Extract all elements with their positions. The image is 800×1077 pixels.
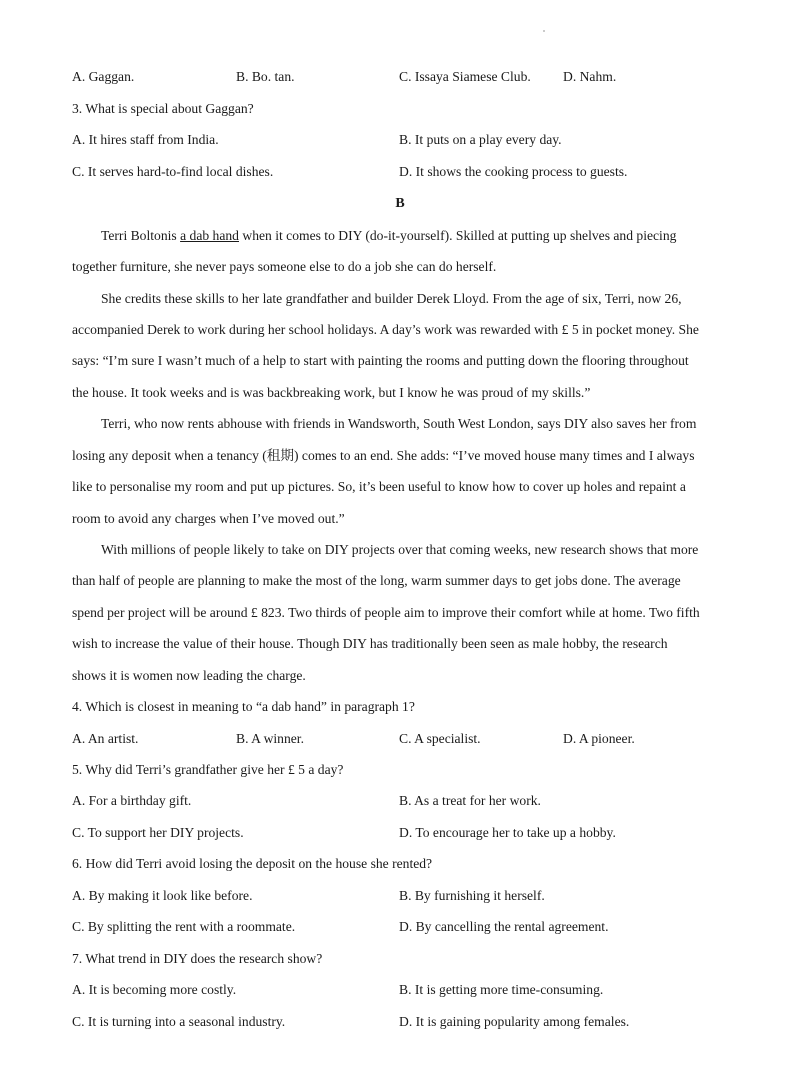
q6-option-d: D. By cancelling the rental agreement. xyxy=(399,919,609,934)
q5-option-d: D. To encourage her to take up a hobby. xyxy=(399,825,616,840)
q2-option-d: D. Nahm. xyxy=(563,69,617,84)
passage-p4-line1: With millions of people likely to take on DIY projects over that coming weeks, new research shows that more xyxy=(101,542,699,557)
q2-option-a: A. Gaggan. xyxy=(72,69,135,84)
q2-option-b: B. Bo. tan. xyxy=(236,69,295,84)
q7-option-b: B. It is getting more time-consuming. xyxy=(399,982,604,997)
q4-option-b: B. A winner. xyxy=(236,731,304,746)
passage-p1-line2: together furniture, she never pays someone else to do a job she can do herself. xyxy=(72,259,497,274)
q3-option-a: A. It hires staff from India. xyxy=(72,132,219,147)
section-heading: B xyxy=(395,196,405,211)
passage-p2-line3: says: “I’m sure I wasn’t much of a help to start with painting the rooms and putting down the flooring throughout xyxy=(72,353,689,368)
q6-option-a: A. By making it look like before. xyxy=(72,888,253,903)
q5-option-c: C. To support her DIY projects. xyxy=(72,825,244,840)
p1-underlined-phrase: a dab hand xyxy=(180,228,239,243)
q5-option-a: A. For a birthday gift. xyxy=(72,793,192,808)
passage-p4-line2: than half of people are planning to make the most of the long, warm summer days to get jobs done. The average xyxy=(72,573,681,588)
passage-p2-line1: She credits these skills to her late grandfather and builder Derek Lloyd. From the age of six, Terri, now 26, xyxy=(101,291,682,306)
passage-p1-line1 xyxy=(101,227,761,245)
passage-p2-line4: the house. It took weeks and is was backbreaking work, but I know he was proud of my skills.” xyxy=(72,385,591,400)
passage-p4-line5: shows it is women now leading the charge. xyxy=(72,668,306,683)
q4-option-d: D. A pioneer. xyxy=(563,731,635,746)
q6-stem: 6. How did Terri avoid losing the deposit on the house she rented? xyxy=(72,856,433,871)
p1-pre: Terri Boltonis xyxy=(101,228,181,243)
p1-post: when it comes to DIY (do-it-yourself). Skilled at putting up shelves and piecing xyxy=(238,228,677,243)
q7-option-c: C. It is turning into a seasonal industry. xyxy=(72,1014,286,1029)
q3-option-c: C. It serves hard-to-find local dishes. xyxy=(72,164,274,179)
q3-option-d: D. It shows the cooking process to guests. xyxy=(399,164,628,179)
passage-p4-line4: wish to increase the value of their house. Though DIY has traditionally been seen as male hobby, the research xyxy=(72,636,668,651)
passage-p2-line2: accompanied Derek to work during her school holidays. A day’s work was rewarded with £ 5 in pocket money. She xyxy=(72,322,699,337)
passage-p4-line3: spend per project will be around £ 823. Two thirds of people aim to improve their comfort while at home. Two fifth xyxy=(72,605,700,620)
q2-option-c: C. Issaya Siamese Club. xyxy=(399,69,531,84)
q7-option-a: A. It is becoming more costly. xyxy=(72,982,237,997)
q3-option-b: B. It puts on a play every day. xyxy=(399,132,562,147)
q3-stem: 3. What is special about Gaggan? xyxy=(72,101,254,116)
q6-option-b: B. By furnishing it herself. xyxy=(399,888,545,903)
q4-option-a: A. An artist. xyxy=(72,731,139,746)
passage-p3-line2: losing any deposit when a tenancy (租期) comes to an end. She adds: “I’ve moved house many times and I always xyxy=(72,448,695,463)
q7-option-d: D. It is gaining popularity among females. xyxy=(399,1014,630,1029)
q5-option-b: B. As a treat for her work. xyxy=(399,793,541,808)
q4-stem: 4. Which is closest in meaning to “a dab hand” in paragraph 1? xyxy=(72,699,415,714)
q4-option-c: C. A specialist. xyxy=(399,731,481,746)
passage-p3-line4: room to avoid any charges when I’ve moved out.” xyxy=(72,511,345,526)
q7-stem: 7. What trend in DIY does the research show? xyxy=(72,951,323,966)
q6-option-c: C. By splitting the rent with a roommate. xyxy=(72,919,296,934)
q5-stem: 5. Why did Terri’s grandfather give her £ 5 a day? xyxy=(72,762,344,777)
passage-p3-line1: Terri, who now rents abhouse with friends in Wandsworth, South West London, says DIY also saves her from xyxy=(101,416,697,431)
passage-p3-line3: like to personalise my room and put up pictures. So, it’s been useful to know how to cover up holes and repaint a xyxy=(72,479,686,494)
scan-dot xyxy=(543,30,545,32)
